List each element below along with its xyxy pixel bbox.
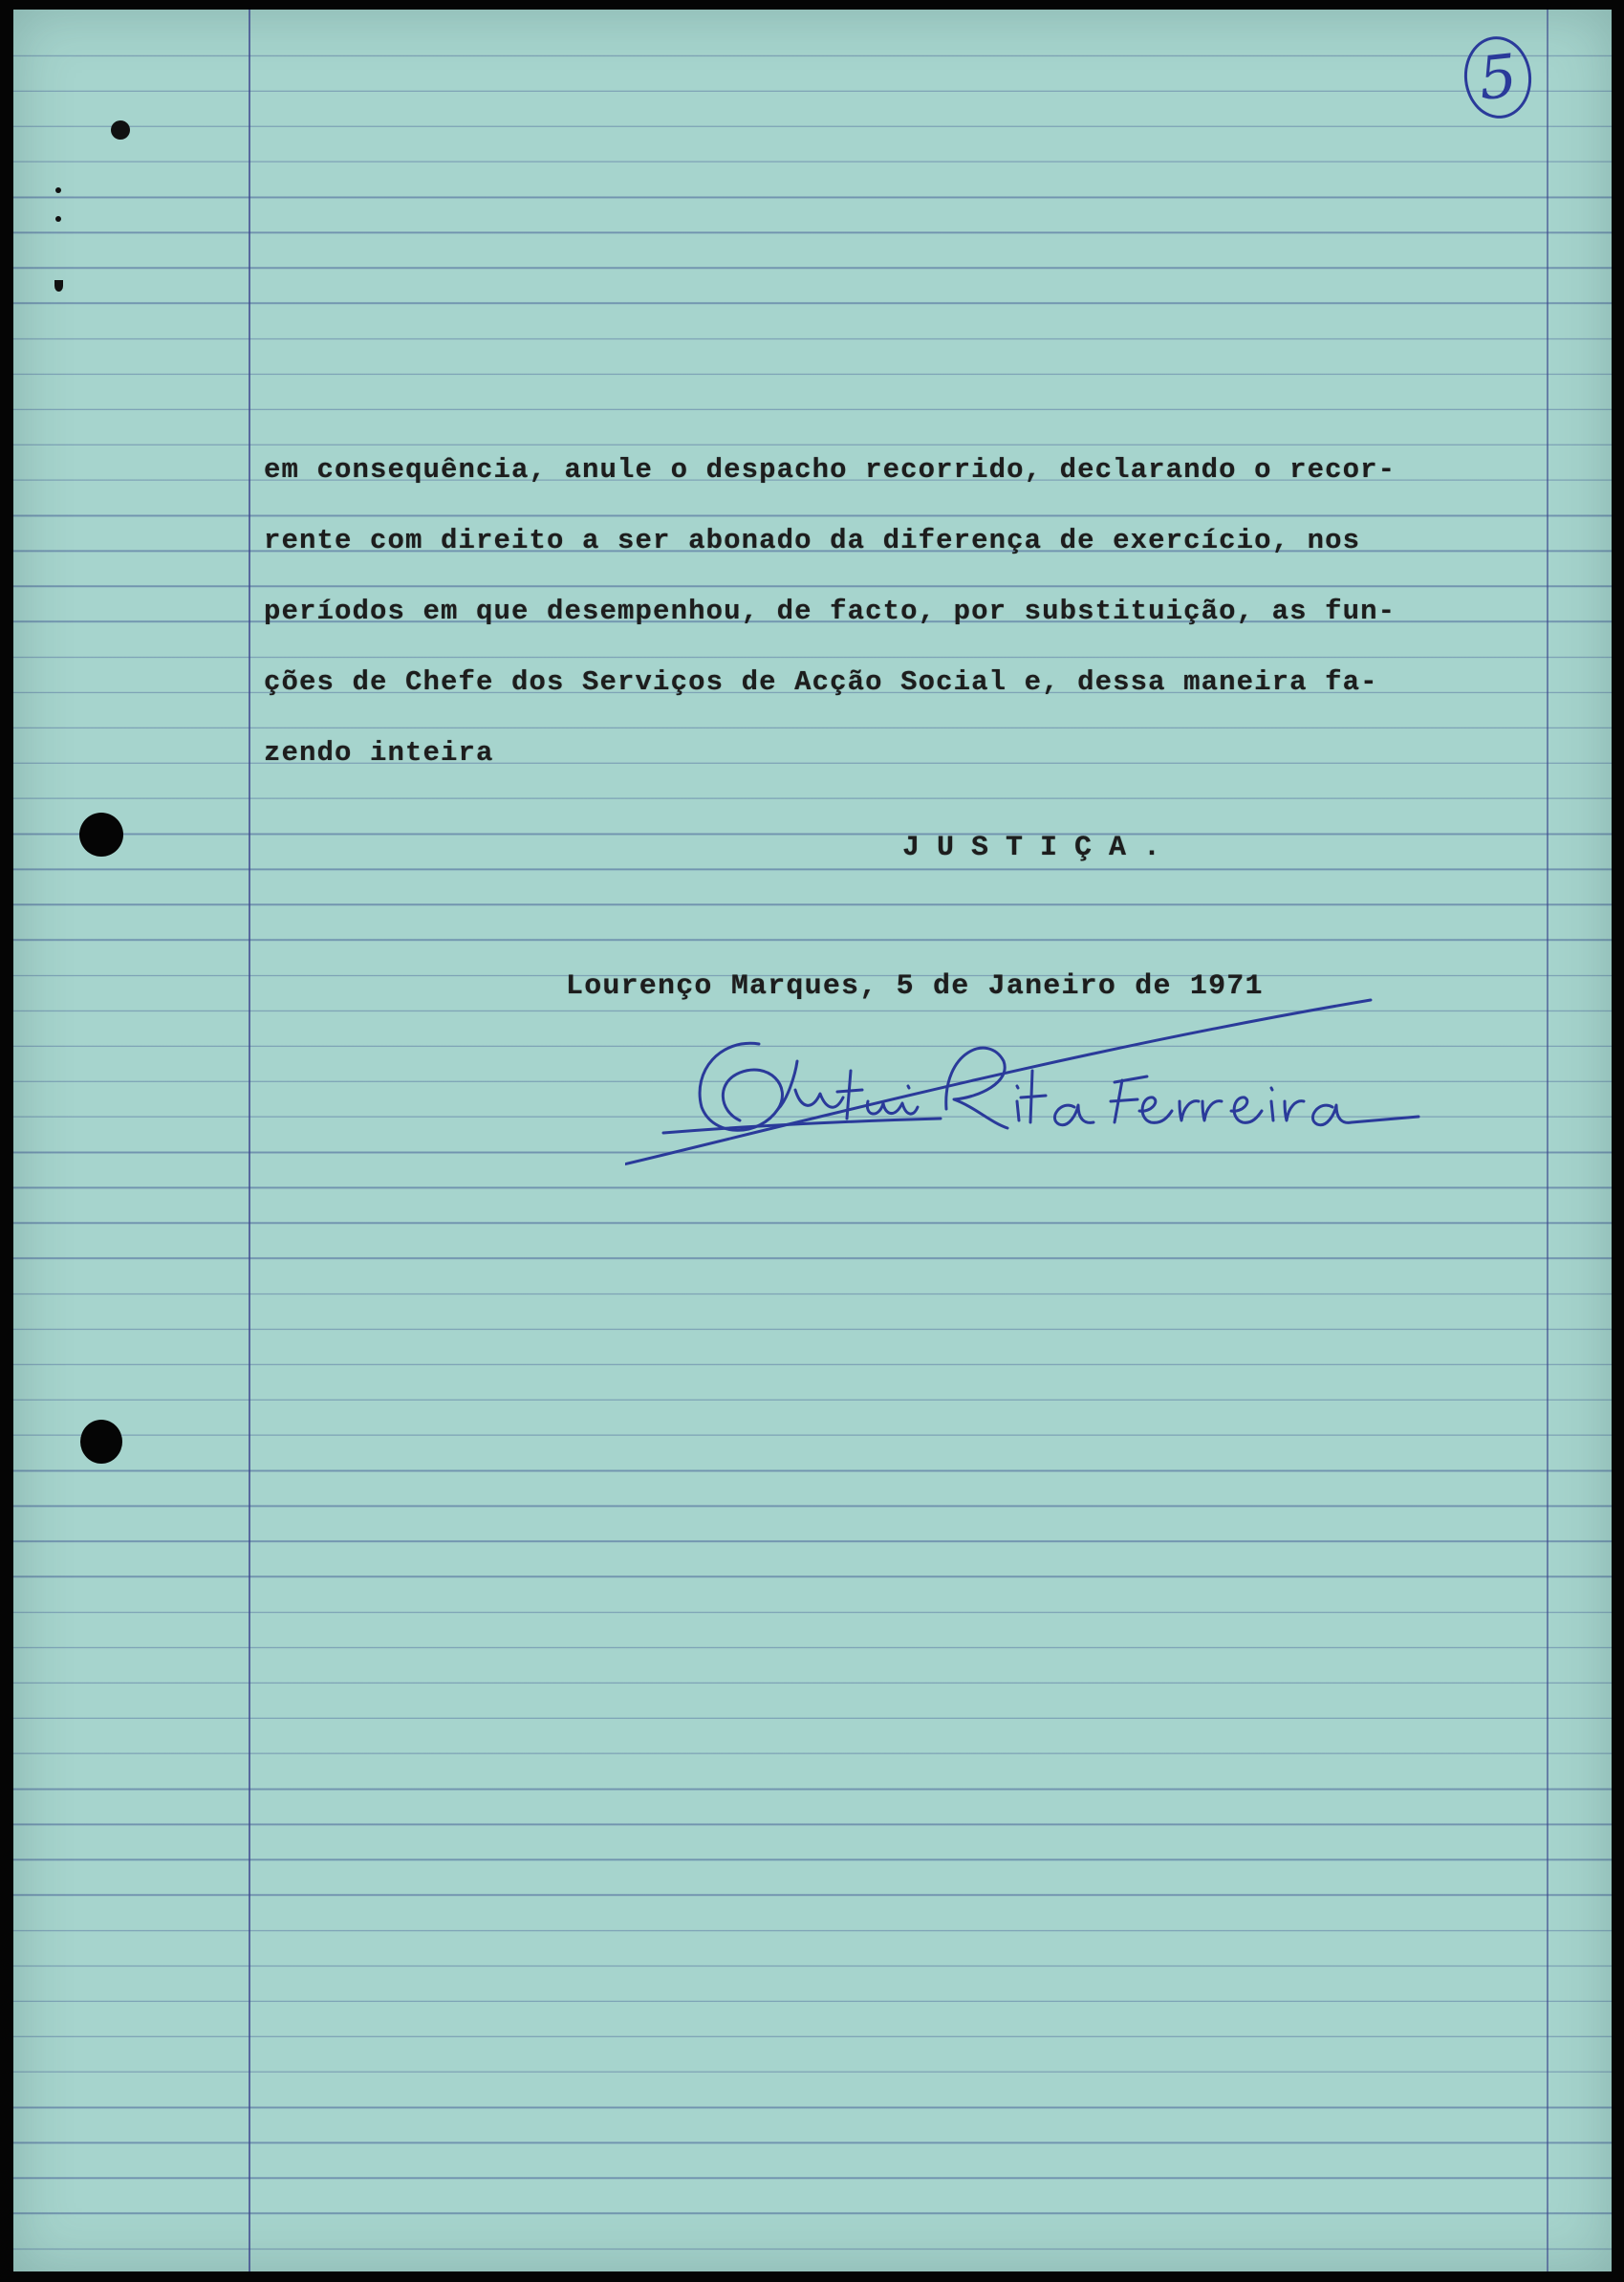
left-margin-line	[249, 10, 250, 2271]
page-number: 5	[1461, 33, 1536, 122]
closing-word: JUSTIÇA.	[902, 832, 1179, 864]
ink-mark	[55, 187, 61, 193]
signature-drawing	[625, 994, 1428, 1185]
text-line: períodos em que desempenhou, de facto, por substituição, as fun-	[264, 596, 1397, 627]
text-line: ções de Chefe dos Serviços de Acção Social e, dessa maneira fa-	[264, 666, 1378, 698]
punch-hole	[79, 813, 123, 857]
punch-hole	[80, 1420, 122, 1464]
text-line: zendo inteira	[264, 737, 494, 769]
ink-mark	[111, 120, 130, 140]
body-paragraph	[264, 435, 1545, 789]
ink-mark	[54, 280, 63, 292]
ink-mark	[55, 216, 61, 222]
document-page	[13, 10, 1612, 2271]
text-line: rente com direito a ser abonado da diferença de exercício, nos	[264, 525, 1361, 556]
right-margin-line	[1547, 10, 1548, 2271]
handwritten-signature	[625, 994, 1428, 1185]
place-and-date: Lourenço Marques, 5 de Janeiro de 1971	[566, 970, 1264, 1003]
text-line: em consequência, anule o despacho recorrido, declarando o recor-	[264, 454, 1397, 486]
